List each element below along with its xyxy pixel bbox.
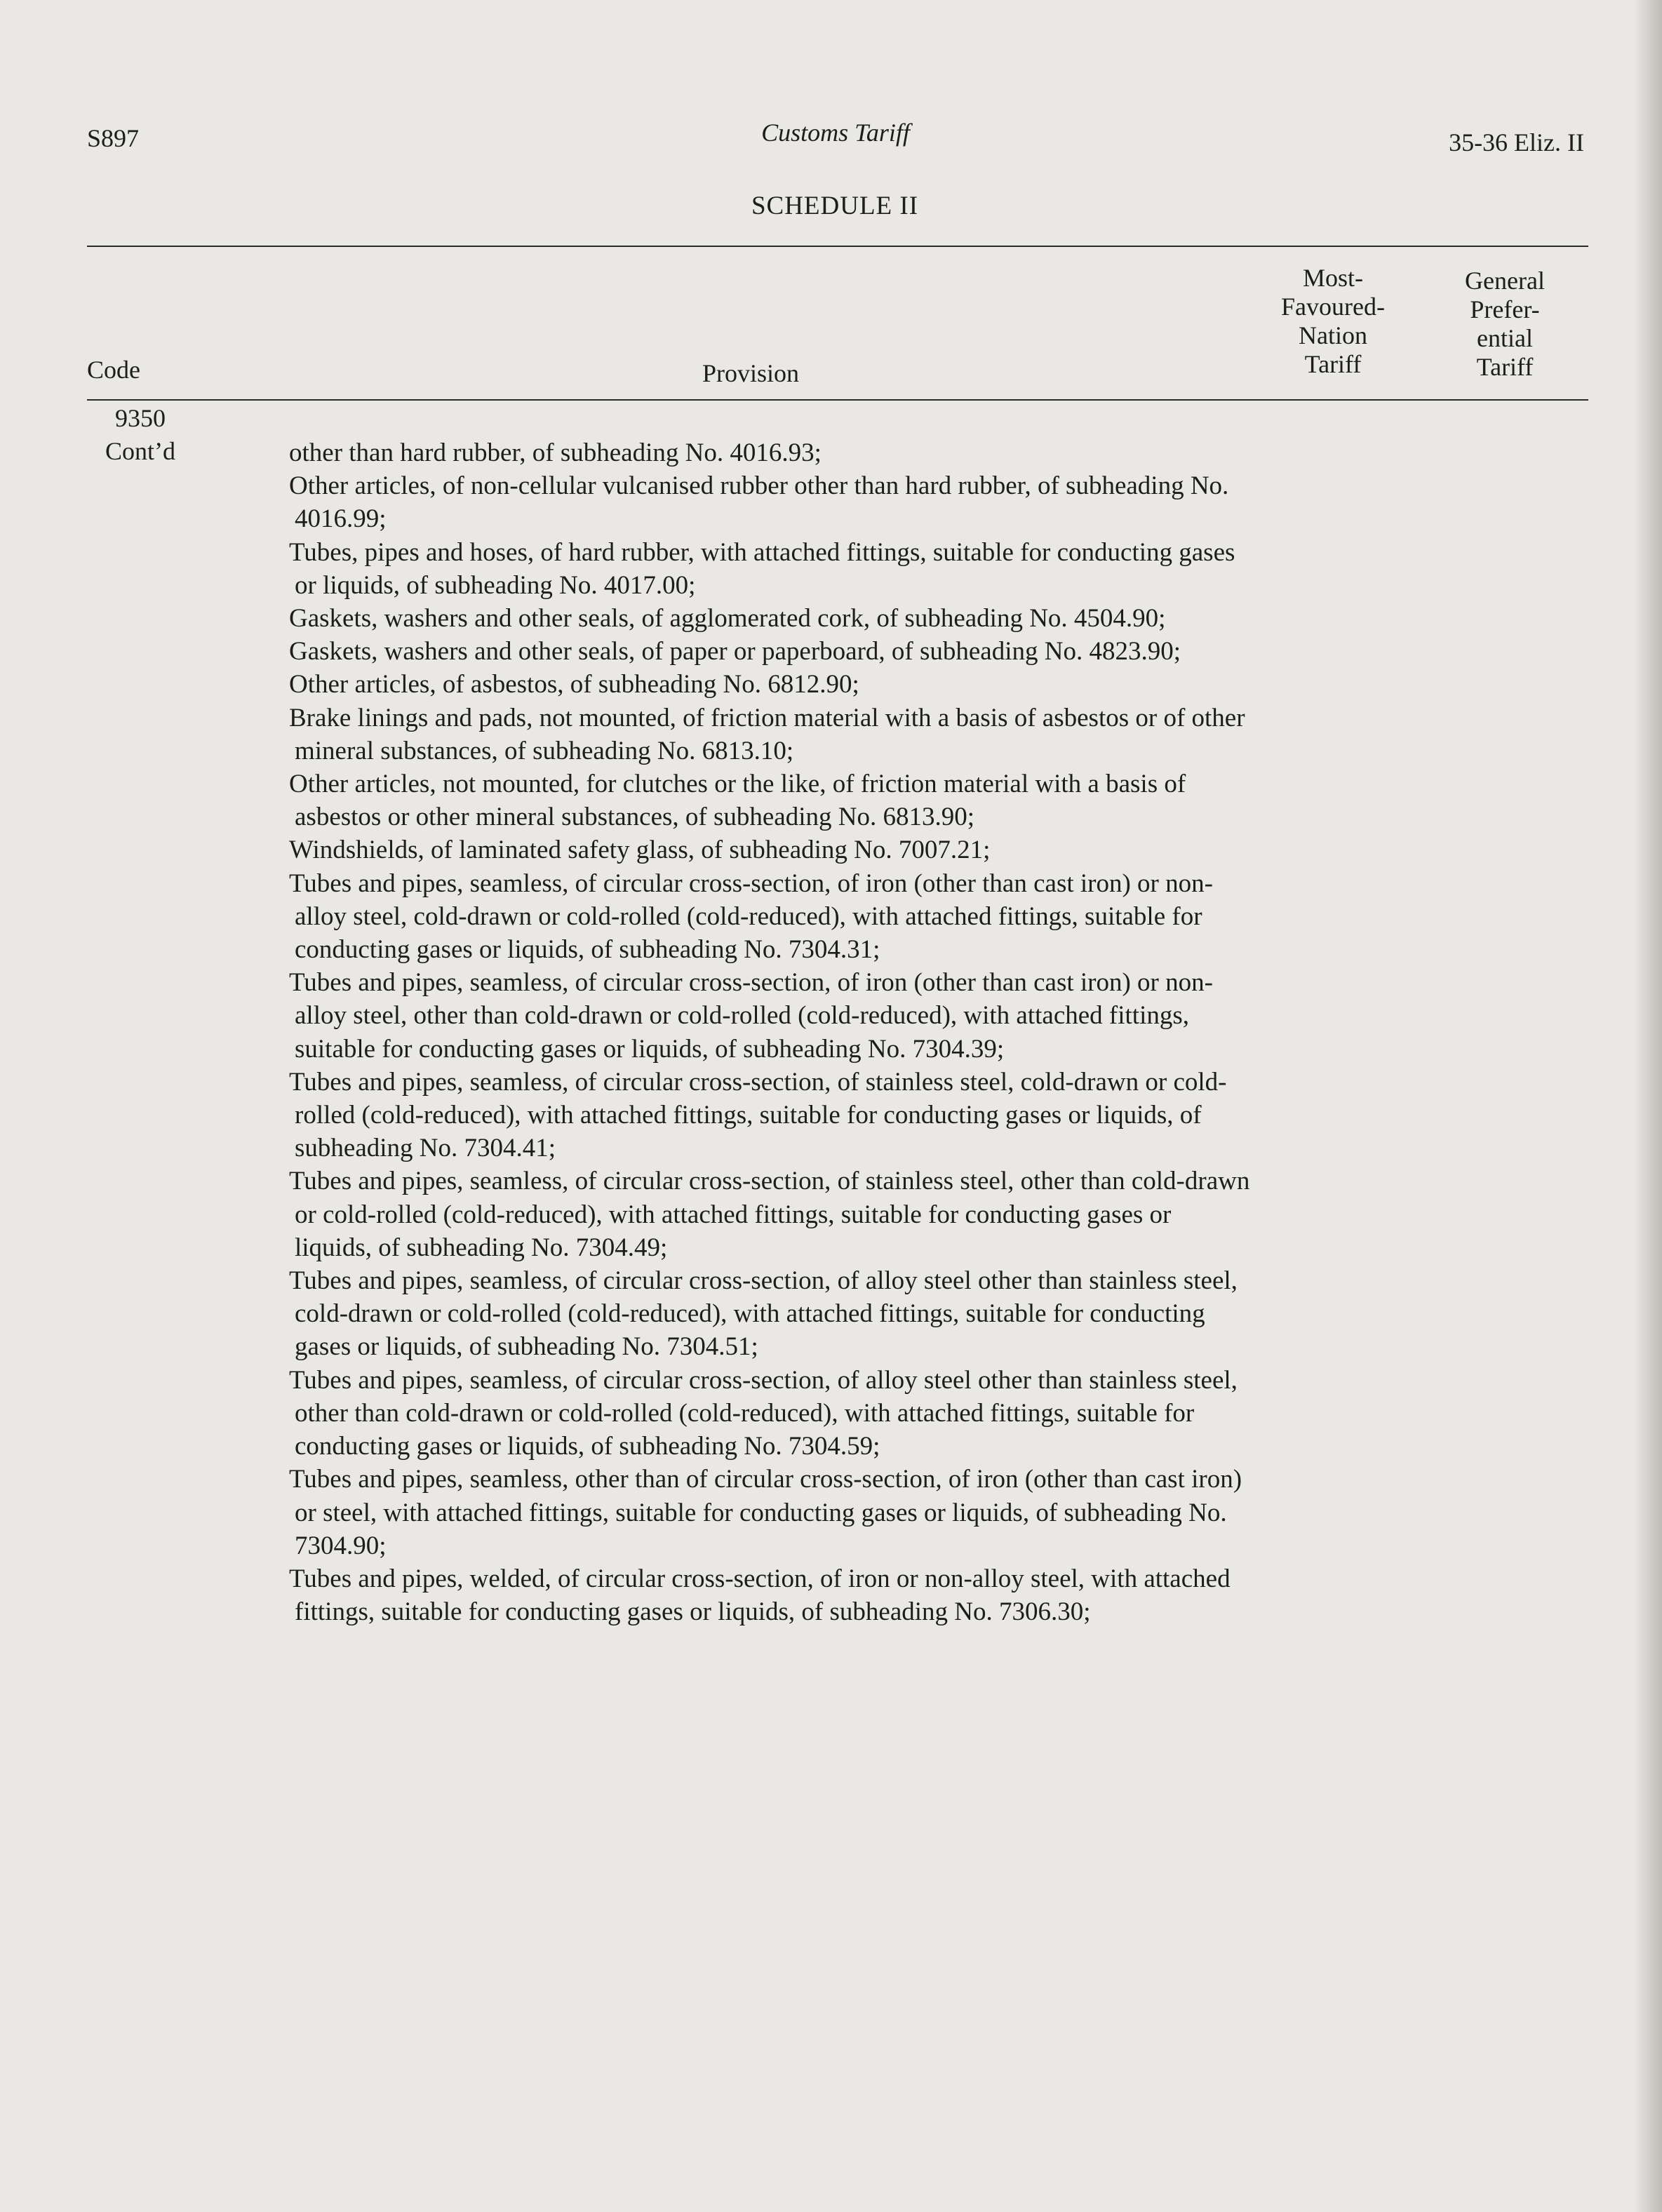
column-header-code: Code [87, 356, 140, 384]
provision-entry: Tubes and pipes, seamless, of circular cross-section, of iron (other than cast iron) or non-alloy steel, other than cold-drawn or cold-rolled (cold-reduced), with attached fittings, suitable for conducting gases or liquids, of subheading No. 7304.39; [289, 968, 1213, 1064]
gpt-header-line: General [1465, 267, 1545, 295]
tariff-code-cell [91, 402, 189, 468]
gpt-header-line: Prefer- [1470, 295, 1540, 323]
column-header-provision: Provision [702, 359, 800, 387]
provision-entry: Other articles, not mounted, for clutches or the like, of friction material with a basis of asbestos or other mineral substances, of subheading No. 6813.90; [289, 770, 1186, 832]
provision-entry: Tubes, pipes and hoses, of hard rubber, with attached fittings, suitable for conducting gases or liquids, of subheading No. 4017.00; [289, 537, 1235, 600]
page-number: S897 [87, 124, 140, 152]
page-edge-shadow [1634, 0, 1662, 2212]
provision-entry: Brake linings and pads, not mounted, of friction material with a basis of asbestos or of other mineral substances, of subheading No. 6813.10; [289, 703, 1245, 765]
statute-citation: 35-36 Eliz. II [1449, 128, 1584, 156]
mfn-header-line: Most- [1302, 264, 1363, 292]
provision-list [289, 436, 1250, 1628]
gpt-header-line: ential [1477, 324, 1533, 352]
table-top-rule [87, 246, 1588, 247]
column-header-mfn-tariff [1263, 264, 1403, 379]
mfn-header-line: Favoured- [1281, 293, 1385, 321]
provision-entry: Tubes and pipes, welded, of circular cross-section, of iron or non-alloy steel, with attached fittings, suitable for conducting gases or liquids, of subheading No. 7306.30; [289, 1564, 1231, 1627]
running-head [87, 118, 1584, 160]
provision-entry: Windshields, of laminated safety glass, of subheading No. 7007.21; [289, 836, 991, 865]
provision-entry: Tubes and pipes, seamless, of circular cross-section, of stainless steel, other than cold-drawn or cold-rolled (cold-reduced), with attached fittings, suitable for conducting gases or liquids, of subheading No. 7304.49; [289, 1167, 1250, 1262]
column-header-gpt-tariff [1424, 267, 1586, 382]
mfn-header-line: Tariff [1304, 350, 1362, 378]
provision-entry: other than hard rubber, of subheading No. 4016.93; [289, 438, 822, 467]
provision-entry: Tubes and pipes, seamless, of circular cross-section, of alloy steel other than stainless steel, other than cold-drawn or cold-rolled (cold-reduced), with attached fittings, suitable for conducting gases or liquids, of subheading No. 7304.59; [289, 1365, 1238, 1461]
provision-entry: Other articles, of asbestos, of subheading No. 6812.90; [289, 670, 859, 699]
provision-entry: Tubes and pipes, seamless, of circular cross-section, of stainless steel, cold-drawn or cold-rolled (cold-reduced), with attached fittings, suitable for conducting gases or liquids, of subheading No. 7304.41; [289, 1067, 1227, 1163]
mfn-header-line: Nation [1299, 321, 1367, 349]
provision-entry: Tubes and pipes, seamless, of circular cross-section, of alloy steel other than stainless steel, cold-drawn or cold-rolled (cold-reduced), with attached fittings, suitable for conducting gases or liquids, of subheading No. 7304.51; [289, 1266, 1238, 1362]
schedule-title: SCHEDULE II [751, 192, 919, 220]
provision-entry: Gaskets, washers and other seals, of paper or paperboard, of subheading No. 4823.90; [289, 637, 1181, 666]
provision-entry: Other articles, of non-cellular vulcanised rubber other than hard rubber, of subheading No. 4016.99; [289, 471, 1229, 534]
tariff-code: 9350 [115, 404, 166, 432]
table-header-rule [87, 399, 1588, 401]
document-title: Customs Tariff [761, 119, 910, 147]
provision-entry: Gaskets, washers and other seals, of agglomerated cork, of subheading No. 4504.90; [289, 604, 1166, 634]
provision-entry: Tubes and pipes, seamless, other than of circular cross-section, of iron (other than cast iron) or steel, with attached fittings, suitable for conducting gases or liquids, of subheading No. 7304.90; [289, 1465, 1242, 1560]
continued-marker: Cont’d [105, 437, 175, 465]
gpt-header-line: Tariff [1476, 353, 1534, 381]
provision-entry: Tubes and pipes, seamless, of circular cross-section, of iron (other than cast iron) or non-alloy steel, cold-drawn or cold-rolled (cold-reduced), with attached fittings, suitable for conducting gases or liquids, of subheading No. 7304.31; [289, 869, 1213, 965]
